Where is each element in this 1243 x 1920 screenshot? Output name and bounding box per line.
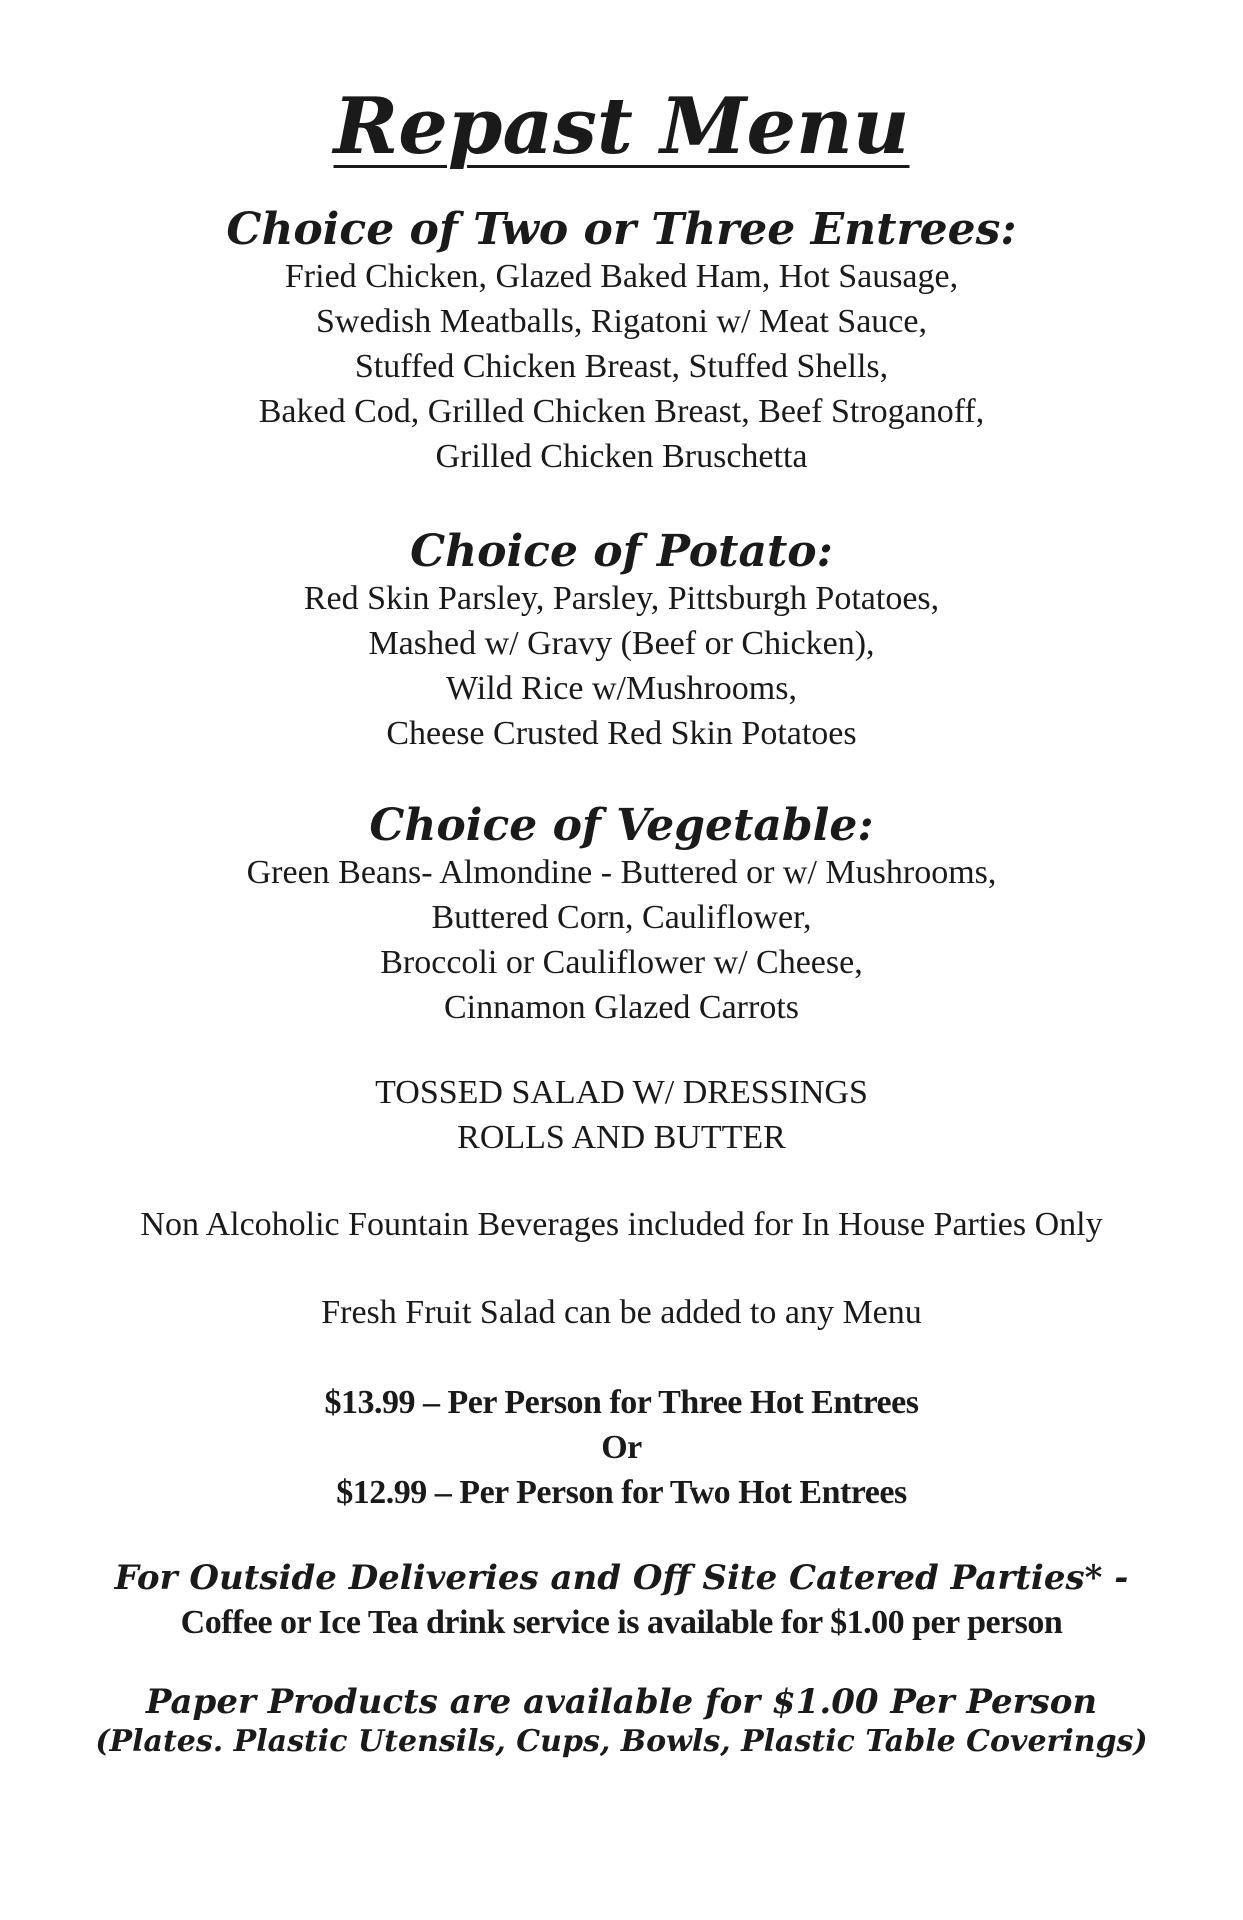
fruit-note: Fresh Fruit Salad can be added to any Menu <box>321 1294 922 1331</box>
outside-heading: For Outside Deliveries and Off Site Catered Parties* - <box>114 1558 1129 1598</box>
price-or-line: Or <box>601 1429 642 1466</box>
pricing-list <box>0 1380 1243 1515</box>
entrees-heading: Choice of Two or Three Entrees: <box>226 204 1017 255</box>
vegetable-line: Buttered Corn, Cauliflower, <box>431 899 812 936</box>
potato-line: Mashed w/ Gravy (Beef or Chicken), <box>368 625 875 662</box>
potato-line: Red Skin Parsley, Parsley, Pittsburgh Potatoes, <box>303 580 940 617</box>
price-line: $12.99 – Per Person for Two Hot Entrees <box>336 1474 907 1511</box>
entree-line: Fried Chicken, Glazed Baked Ham, Hot Sausage, <box>284 258 959 295</box>
extras-line: ROLLS AND BUTTER <box>457 1119 786 1156</box>
entree-line: Grilled Chicken Bruschetta <box>435 438 808 475</box>
vegetable-line: Cinnamon Glazed Carrots <box>443 989 800 1026</box>
vegetable-line: Green Beans- Almondine - Buttered or w/ Mushrooms, <box>246 854 997 891</box>
extras-list <box>0 1070 1243 1160</box>
entree-line: Swedish Meatballs, Rigatoni w/ Meat Sauce, <box>316 303 927 340</box>
paper-note: (Plates. Plastic Utensils, Cups, Bowls, Plastic Table Coverings) <box>95 1724 1148 1759</box>
extras-line: TOSSED SALAD W/ DRESSINGS <box>375 1074 868 1111</box>
entree-line: Stuffed Chicken Breast, Stuffed Shells, <box>354 348 889 385</box>
beverages-note: Non Alcoholic Fountain Beverages included for In House Parties Only <box>140 1206 1103 1243</box>
potato-heading: Choice of Potato: <box>410 526 833 577</box>
vegetable-heading: Choice of Vegetable: <box>369 800 874 851</box>
price-line: $13.99 – Per Person for Three Hot Entrees <box>324 1384 919 1421</box>
potato-list <box>0 576 1243 756</box>
paper-heading: Paper Products are available for $1.00 Per Person <box>145 1682 1098 1722</box>
page-title: Repast Menu <box>333 81 910 172</box>
entree-line: Baked Cod, Grilled Chicken Breast, Beef Stroganoff, <box>258 393 985 430</box>
vegetable-line: Broccoli or Cauliflower w/ Cheese, <box>380 944 863 981</box>
potato-line: Wild Rice w/Mushrooms, <box>446 670 797 707</box>
outside-note: Coffee or Ice Tea drink service is available for $1.00 per person <box>180 1604 1063 1641</box>
entrees-list <box>0 254 1243 479</box>
vegetable-list <box>0 850 1243 1030</box>
potato-line: Cheese Crusted Red Skin Potatoes <box>386 715 857 752</box>
